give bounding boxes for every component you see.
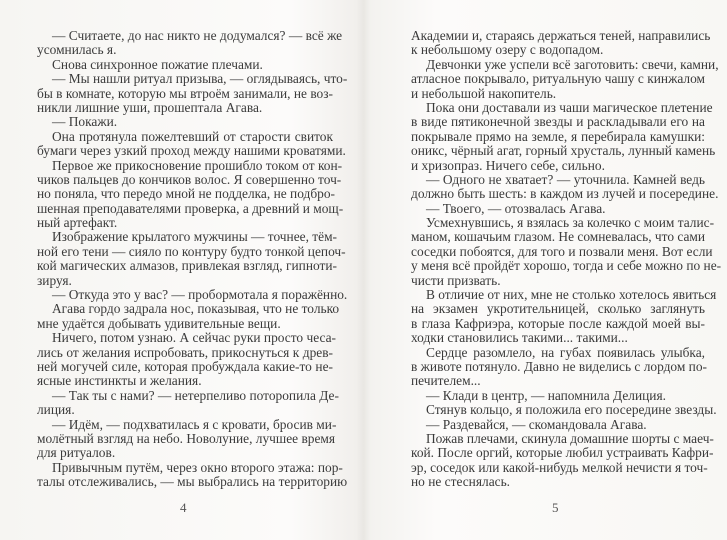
text-line: Агава гордо задрала нос, показывая, что не только: [52, 301, 340, 317]
text-line: мне удаётся добывать удивительные вещи.: [37, 315, 281, 331]
text-line: Ничего, потом узнаю. А сейчас руки просто чеса-: [52, 330, 336, 346]
text-line: в виде пятиконечной звезды и раскладывали его на: [411, 114, 705, 130]
text-line: оникс, чёрный агат, горный хрусталь, лунный камень: [411, 143, 716, 159]
text-line: Снова синхронное пожатие плечами.: [52, 56, 263, 72]
text-line: и небольшой накопитель.: [411, 85, 557, 101]
left-page-number: 4: [180, 500, 187, 515]
text-line: в глаза Кафриэра, которые после каждой моей вы-: [411, 315, 705, 331]
text-line: — Считаете, до нас никто не додумался? — всё же: [52, 28, 343, 43]
text-line: но поняла, что передо мной не подделка, не подбро-: [37, 186, 335, 202]
text-line: Она протянула пожелтевший от старости свиток: [52, 128, 333, 144]
text-line: Привычным путём, через окно второго этажа: пор-: [52, 459, 343, 475]
text-line: ный артефакт.: [37, 215, 118, 231]
text-line: лиция.: [37, 402, 75, 418]
text-line: маном, кошачьим глазом. Не сомневалась, что сами: [411, 229, 706, 245]
text-line: — Одного не хватает? — уточнила. Камней ведь: [426, 171, 705, 187]
text-line: ходки становились такими... такими...: [411, 330, 628, 346]
text-line: Пока они доставали из чаши магическое плетение: [426, 99, 713, 115]
text-line: В отличие от них, мне не столько хотелось явиться: [426, 287, 717, 303]
text-line: — Раздевайся, — скомандовала Агава.: [426, 416, 647, 432]
text-line: — Откуда это у вас? — пробормотала я поражённо.: [52, 287, 348, 303]
right-page-text: [411, 28, 722, 490]
text-line: шенная преподавателями проверка, а древний и мощ-: [37, 200, 344, 216]
text-line: чиков пальцев до кончиков волос. Я совершенно точ-: [37, 171, 342, 187]
text-line: усомнилась я.: [37, 42, 117, 58]
text-line: Первое же прикосновение прошибло током от кон-: [52, 157, 343, 173]
text-line: лись от желания испробовать, прикоснуться к древ-: [37, 344, 333, 360]
text-line: Пожав плечами, скинула домашние шорты с маеч-: [426, 430, 714, 446]
text-line: — Так ты с нами? — нетерпеливо поторопила Де-: [52, 387, 339, 403]
text-line: — Идём, — подхватилась я с кровати, бросив ми-: [52, 416, 337, 432]
text-line: Сердце разомлело, на губах появилась улыбка,: [426, 344, 705, 360]
text-line: талы отслеживались, — мы выбрались на территорию: [37, 474, 348, 490]
left-page-text: [37, 28, 348, 490]
text-line: но не стеснялась.: [411, 474, 511, 490]
text-line: — Клади в центр, — напомнила Делиция.: [426, 387, 666, 403]
text-line: в животе потянуло. Давно не виделись с лордом по-: [411, 358, 707, 374]
text-line: ной его тени — сияло по контуру будто тонкой цепоч-: [37, 243, 346, 259]
text-line: эр, соседок или какой-нибудь мелкой нечисти я точ-: [411, 459, 708, 475]
text-line: ней могучей силе, которая пробуждала какие-то не-: [37, 358, 333, 374]
text-line: Усмехнувшись, я взялась за колечко с моим талис-: [426, 215, 715, 231]
right-page-number: 5: [552, 500, 559, 515]
text-line: никли лишние уши, прошептала Агава.: [37, 99, 263, 115]
text-line: Стянув кольцо, я положила его посередине звезды.: [426, 402, 717, 418]
text-line: на экзамен укротительницей, сколько заглянуть: [411, 301, 705, 317]
text-line: соседки побоятся, для того и позвали меня. Вот если: [411, 243, 713, 259]
text-line: Академии и, стараясь держаться теней, направились: [411, 28, 711, 43]
text-line: — Покажи.: [52, 114, 118, 130]
text-line: и хризопраз. Ничего себе, сильно.: [411, 157, 605, 173]
text-line: атласное покрывало, ритуальную чашу с кинжалом: [411, 71, 705, 87]
text-line: — Мы нашли ритуал призыва, — оглядываясь, что-: [52, 71, 348, 87]
text-line: у меня всё пройдёт хорошо, тогда и себе можно по не-: [411, 258, 722, 274]
text-line: кой. После оргий, которые любил устраивать Кафри-: [411, 445, 714, 461]
text-line: покрывале прямо на земле, я перебирала камушки:: [411, 128, 705, 144]
text-line: печителем...: [411, 373, 481, 389]
text-line: Девчонки уже успели всё заготовить: свечи, камни,: [426, 56, 719, 72]
text-line: должно быть шесть: в каждом из лучей и посередине.: [411, 186, 719, 202]
text-line: к небольшому озеру с водопадом.: [411, 42, 604, 58]
text-line: бы в комнате, которую мы втроём занимали, не воз-: [37, 85, 333, 101]
text-line: бумаги через узкий проход между нашими кроватями.: [37, 143, 346, 159]
text-line: молётный взгляд на небо. Новолуние, лучшее время: [37, 430, 336, 446]
text-line: Изображение крылатого мужчины — точнее, тём-: [52, 229, 338, 245]
text-line: ясные инстинкты и желания.: [37, 373, 202, 389]
text-line: — Твоего, — отозвалась Агава.: [426, 200, 606, 216]
text-line: кой магических алмазов, привлекая взгляд, гипноти-: [37, 258, 337, 274]
text-line: для ритуалов.: [37, 445, 116, 461]
text-line: чисти призвать.: [411, 272, 501, 288]
text-line: зируя.: [37, 272, 72, 288]
